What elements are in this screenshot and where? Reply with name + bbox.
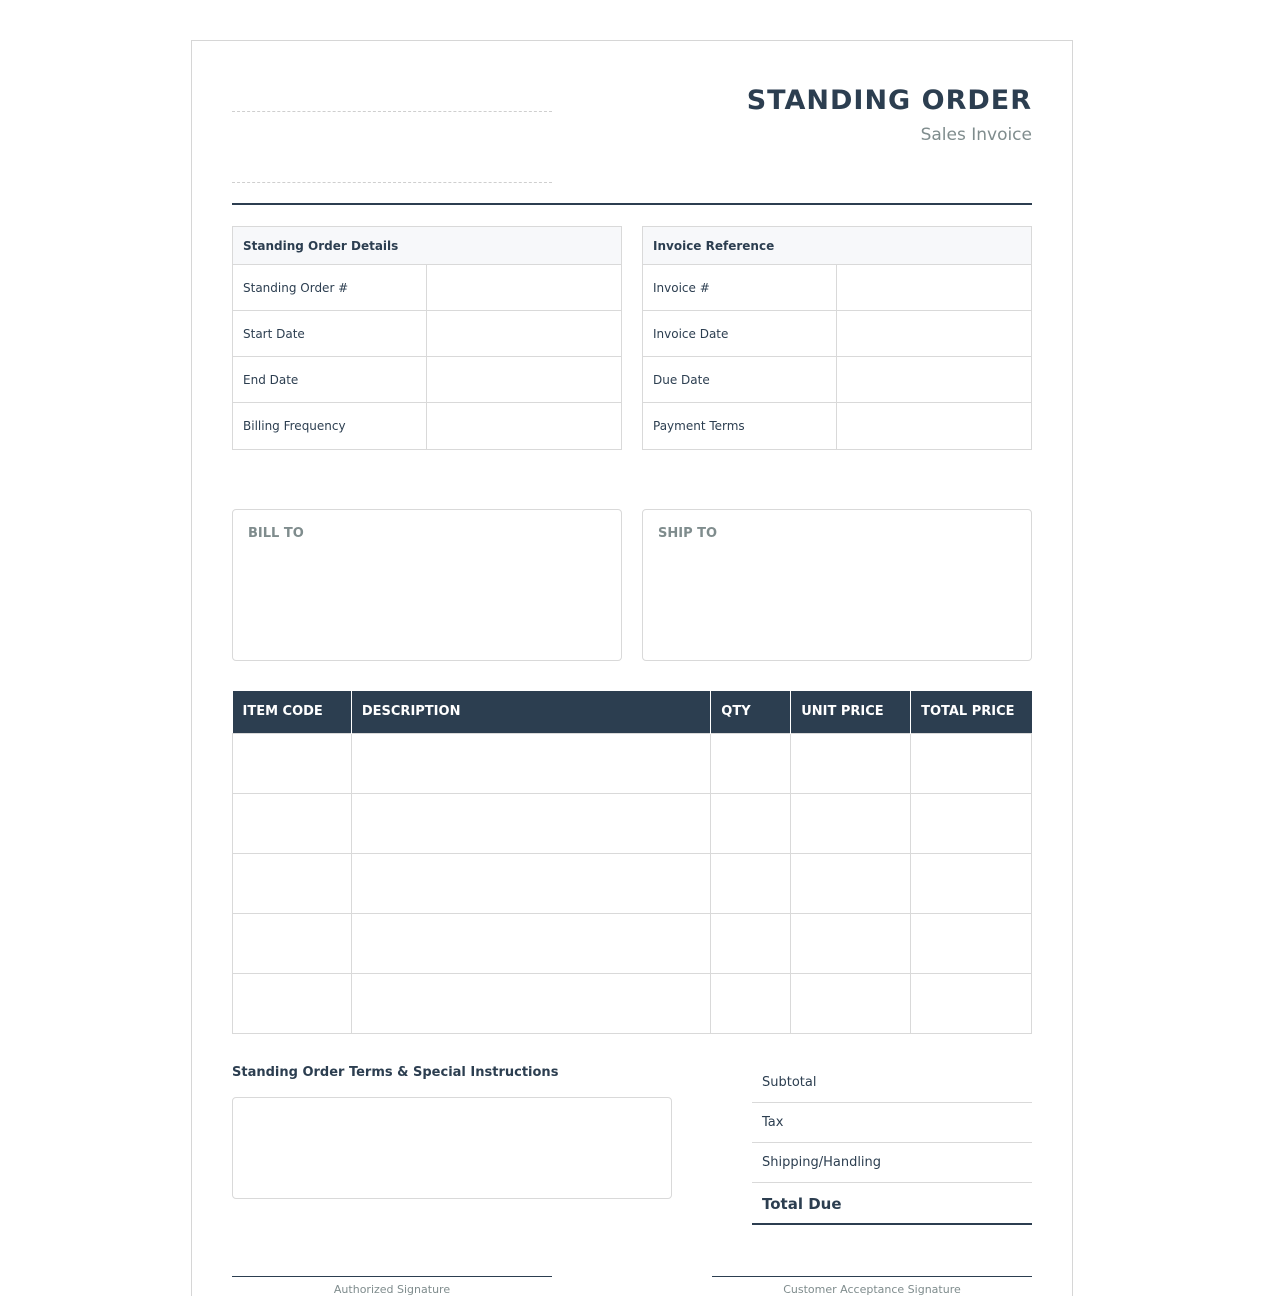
tax-row: Tax (752, 1103, 1032, 1143)
total-price-cell[interactable] (911, 733, 1032, 793)
bill-to-title: BILL TO (248, 526, 304, 541)
invoice-reference-heading: Invoice Reference (643, 227, 1031, 265)
detail-row (233, 403, 621, 449)
total-price-cell[interactable] (911, 913, 1032, 973)
qty-cell[interactable] (711, 853, 791, 913)
totals-section (752, 1063, 1032, 1225)
qty-cell[interactable] (711, 733, 791, 793)
invoice-page (191, 40, 1073, 1296)
table-header-row (233, 691, 1032, 733)
description-cell[interactable] (351, 793, 710, 853)
start-date-field[interactable] (427, 311, 621, 356)
detail-row (643, 265, 1031, 311)
customer-signature-line[interactable]: Customer Acceptance Signature (712, 1276, 1032, 1296)
terms-title: Standing Order Terms & Special Instructions (232, 1065, 559, 1080)
detail-label: Invoice Date (643, 311, 837, 356)
description-cell[interactable] (351, 853, 710, 913)
total-due-row: Total Due (752, 1183, 1032, 1225)
table-row (233, 733, 1032, 793)
company-name-line[interactable] (232, 111, 552, 112)
payment-terms-field[interactable] (837, 403, 1031, 449)
description-cell[interactable] (351, 913, 710, 973)
unit-price-cell[interactable] (791, 973, 911, 1033)
standing-order-details-table (232, 226, 622, 450)
table-row (233, 793, 1032, 853)
terms-input-box[interactable] (232, 1097, 672, 1199)
bill-to-box[interactable] (232, 509, 622, 661)
item-code-cell[interactable] (233, 733, 352, 793)
detail-label: Standing Order # (233, 265, 427, 310)
column-header-unit-price: UNIT PRICE (791, 691, 911, 733)
qty-cell[interactable] (711, 913, 791, 973)
table-row (233, 973, 1032, 1033)
column-header-description: DESCRIPTION (351, 691, 710, 733)
detail-row (643, 357, 1031, 403)
unit-price-cell[interactable] (791, 793, 911, 853)
subtotal-row: Subtotal (752, 1063, 1032, 1103)
detail-label: Start Date (233, 311, 427, 356)
table-row (233, 913, 1032, 973)
detail-label: Invoice # (643, 265, 837, 310)
invoice-date-field[interactable] (837, 311, 1031, 356)
description-cell[interactable] (351, 733, 710, 793)
line-items-table (232, 691, 1032, 1034)
detail-label: Due Date (643, 357, 837, 402)
column-header-qty: QTY (711, 691, 791, 733)
detail-row (233, 311, 621, 357)
document-title: STANDING ORDER (746, 85, 1032, 116)
document-subtitle: Sales Invoice (920, 125, 1032, 145)
ship-to-title: SHIP TO (658, 526, 718, 541)
qty-cell[interactable] (711, 973, 791, 1033)
qty-cell[interactable] (711, 793, 791, 853)
column-header-item-code: ITEM CODE (233, 691, 352, 733)
billing-frequency-field[interactable] (427, 403, 621, 449)
header-divider (232, 203, 1032, 205)
unit-price-cell[interactable] (791, 853, 911, 913)
total-price-cell[interactable] (911, 973, 1032, 1033)
invoice-reference-table (642, 226, 1032, 450)
unit-price-cell[interactable] (791, 733, 911, 793)
authorized-signature-line[interactable]: Authorized Signature (232, 1276, 552, 1296)
detail-row (643, 403, 1031, 449)
unit-price-cell[interactable] (791, 913, 911, 973)
detail-label: Billing Frequency (233, 403, 427, 449)
column-header-total-price: TOTAL PRICE (911, 691, 1032, 733)
total-price-cell[interactable] (911, 793, 1032, 853)
company-address-line[interactable] (232, 182, 552, 183)
item-code-cell[interactable] (233, 973, 352, 1033)
due-date-field[interactable] (837, 357, 1031, 402)
item-code-cell[interactable] (233, 793, 352, 853)
description-cell[interactable] (351, 973, 710, 1033)
detail-row (643, 311, 1031, 357)
standing-order-details-heading: Standing Order Details (233, 227, 621, 265)
item-code-cell[interactable] (233, 853, 352, 913)
ship-to-box[interactable] (642, 509, 1032, 661)
detail-row (233, 265, 621, 311)
detail-row (233, 357, 621, 403)
standing-order-number-field[interactable] (427, 265, 621, 310)
table-row (233, 853, 1032, 913)
detail-label: End Date (233, 357, 427, 402)
end-date-field[interactable] (427, 357, 621, 402)
total-price-cell[interactable] (911, 853, 1032, 913)
detail-label: Payment Terms (643, 403, 837, 449)
shipping-row: Shipping/Handling (752, 1143, 1032, 1183)
item-code-cell[interactable] (233, 913, 352, 973)
invoice-number-field[interactable] (837, 265, 1031, 310)
